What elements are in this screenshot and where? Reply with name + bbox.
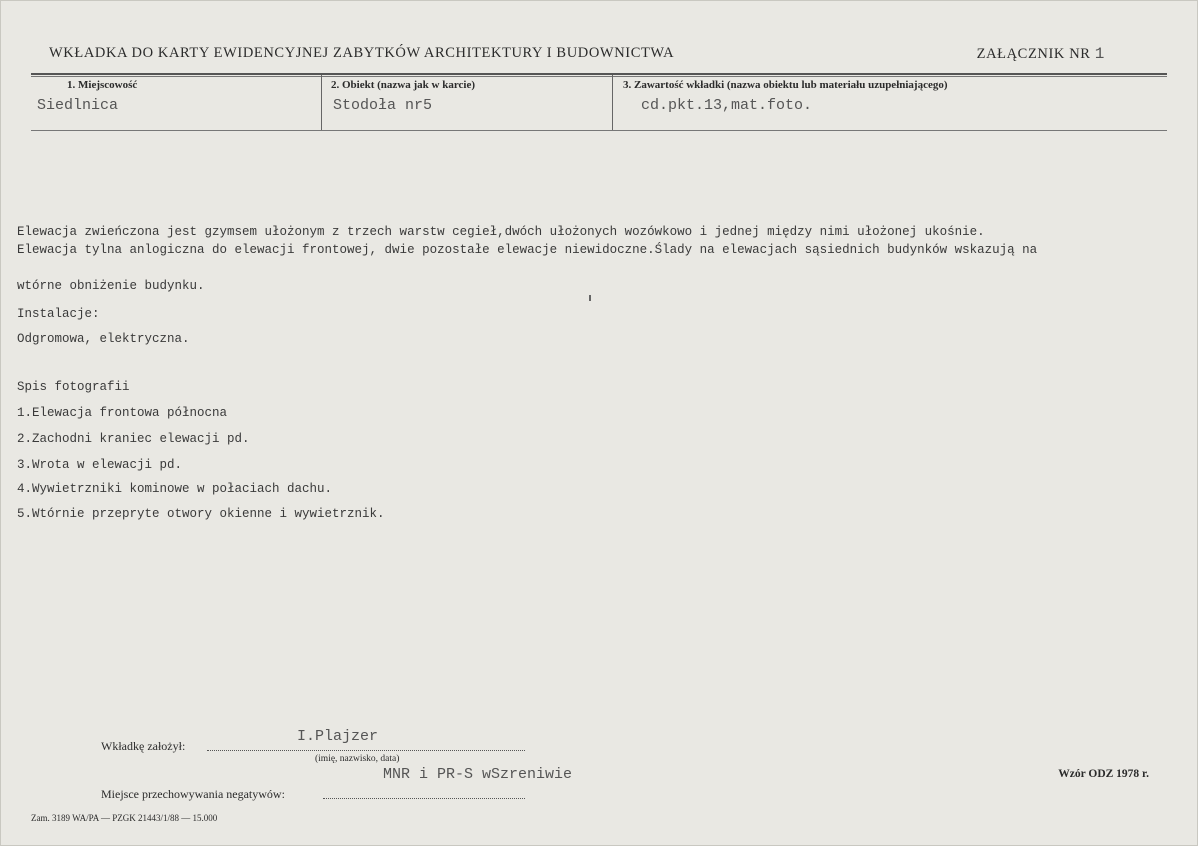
content-value: cd.pkt.13,mat.foto. [641,97,813,114]
text-line: Instalacje: [17,307,100,321]
object-label: 2. Obiekt (nazwa jak w karcie) [331,79,476,91]
negatives-value: MNR i PR-S wSzreniwie [383,766,573,783]
text-line: Odgromowa, elektryczna. [17,332,190,346]
text-line: 3.Wrota w elewacji pd. [17,458,183,472]
print-info: Zam. 3189 WA/PA — PZGK 21443/1/88 — 15.000 [31,813,218,823]
text-line: Spis fotografii [17,380,130,394]
form-pattern: Wzór ODZ 1978 r. [1058,768,1149,780]
locality-label: 1. Miejscowość [67,79,138,91]
header-rule [31,73,1167,75]
founder-hint: (imię, nazwisko, data) [315,754,400,764]
text-line: 4.Wywietrzniki kominowe w połaciach dachu. [17,482,333,496]
text-line: 2.Zachodni kraniec elewacji pd. [17,432,250,446]
founder-label: Wkładkę założył: [101,739,186,753]
content-label: 3. Zawartość wkładki (nazwa obiektu lub materiału uzupełniającego) [623,79,948,91]
founder-value: I.Plajzer [297,728,379,745]
locality-value: Siedlnica [37,97,119,114]
text-line: Elewacja zwieńczona jest gzymsem ułożonym z trzech warstw cegieł,dwóch ułożonych wozówkowo i jednej między nimi ułożonej ukośnie. [17,225,985,239]
annex-number [977,45,1105,63]
text-line: wtórne obniżenie budynku. [17,279,205,293]
paper-mark [589,295,591,301]
text-line: 1.Elewacja frontowa północna [17,406,228,420]
negatives-dotline [323,798,525,799]
fields-bottom-rule [31,130,1167,131]
field-divider-1 [321,75,322,131]
founder-dotline [207,750,525,751]
annex-label: ZAŁĄCZNIK NR [976,46,1091,62]
header-rule-thin [31,76,1167,77]
field-divider-2 [612,75,613,131]
text-line: 5.Wtórnie przepryte otwory okienne i wywietrznik. [17,507,385,521]
text-line: Elewacja tylna anlogiczna do elewacji frontowej, dwie pozostałe elewacje niewidoczne.Ślady na elewacjach sąsiednich budynków wskazują na [17,243,1038,257]
object-value: Stodoła nr5 [333,97,433,114]
negatives-label: Miejsce przechowywania negatywów: [101,787,285,801]
card-title: WKŁADKA DO KARTY EWIDENCYJNEJ ZABYTKÓW ARCHITEKTURY I BUDOWNICTWA [49,45,675,61]
annex-number-value: 1 [1094,45,1105,63]
